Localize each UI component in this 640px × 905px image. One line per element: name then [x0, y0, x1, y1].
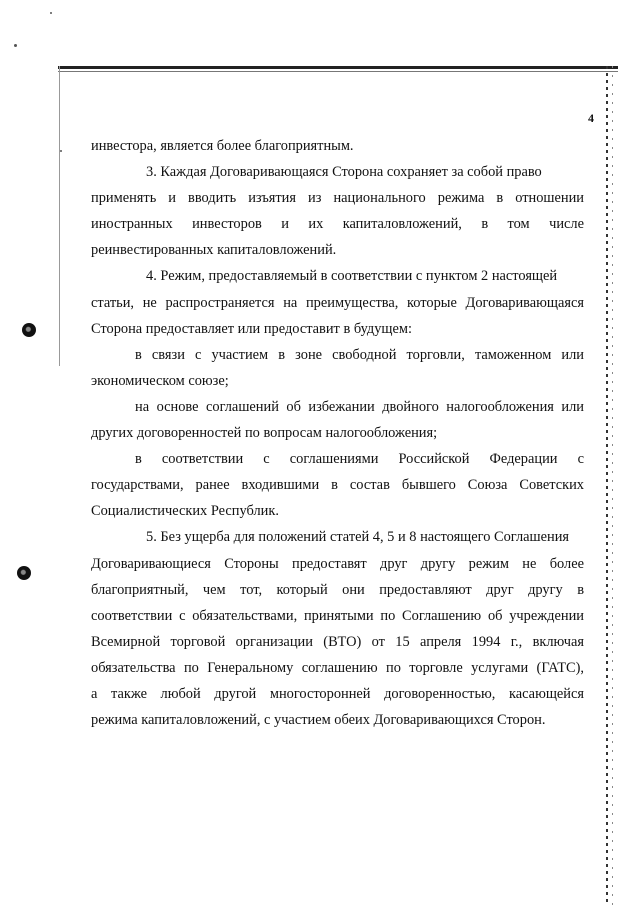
scan-speck [50, 12, 52, 14]
paragraph-5-line: 5. Без ущерба для положений статей 4, 5 и 8 настоящего Соглашения [146, 529, 570, 546]
paragraph-5-line: соответствии с обязательствами, принятыми по Соглашению об учреждении [91, 607, 584, 624]
list-item-line: государствами, ранее входившими в состав бывшего Союза Советских [91, 477, 584, 494]
paragraph-5-line: Всемирной торговой организации (ВТО) от 15 апреля 1994 г., включая [91, 633, 584, 650]
document-body [91, 133, 584, 733]
paragraph-4-line: Сторона предоставляет или предоставит в будущем: [91, 320, 412, 337]
paragraph-3-line: применять и вводить изъятия из национального режима в отношении [91, 190, 584, 207]
paragraph-3-line: 3. Каждая Договаривающаяся Сторона сохраняет за собой право [146, 164, 542, 181]
scan-speck [14, 44, 17, 47]
list-item-line: на основе соглашений об избежании двойного налогообложения или [135, 398, 584, 415]
scan-border-line [58, 66, 618, 69]
paragraph-5-line: а также любой другой многосторонней договоренностью, касающейся [91, 685, 584, 702]
scan-speck [60, 150, 62, 152]
punch-hole-icon [22, 323, 36, 337]
page-number: 4 [588, 111, 594, 125]
paragraph-5-line: обязательства по Генеральному соглашению по торговле услугами (ГАТС), [91, 659, 584, 676]
list-item-line: экономическом союзе; [91, 372, 229, 389]
list-item-line: в связи с участием в зоне свободной торговли, таможенном или [135, 346, 584, 363]
scan-edge-shadow [606, 66, 608, 905]
scan-border-line [58, 71, 618, 72]
punch-hole-icon [17, 566, 31, 580]
paragraph-5-line: Договаривающиеся Стороны предоставят друг другу режим не более [91, 555, 584, 572]
paragraph-4-line: статьи, не распространяется на преимущества, которые Договаривающаяся [91, 294, 584, 311]
scan-edge-shadow [612, 66, 613, 905]
paragraph-5-line: благоприятный, чем тот, который они предоставляют друг другу в [91, 581, 584, 598]
paragraph-3-line: иностранных инвесторов и их капиталовложений, в том числе [91, 216, 584, 233]
scan-border-line [59, 66, 60, 366]
text-line: инвестора, является более благоприятным. [91, 138, 354, 154]
paragraph-4-line: 4. Режим, предоставляемый в соответствии с пунктом 2 настоящей [146, 268, 558, 285]
paragraph-5-line: режима капиталовложений, с участием обеих Договаривающихся Сторон. [91, 712, 546, 729]
list-item-line: в соответствии с соглашениями Российской Федерации с [135, 451, 584, 468]
list-item-line: Социалистических Республик. [91, 503, 279, 520]
list-item-line: других договоренностей по вопросам налогообложения; [91, 425, 438, 442]
paragraph-3-line: реинвестированных капиталовложений. [91, 242, 337, 259]
